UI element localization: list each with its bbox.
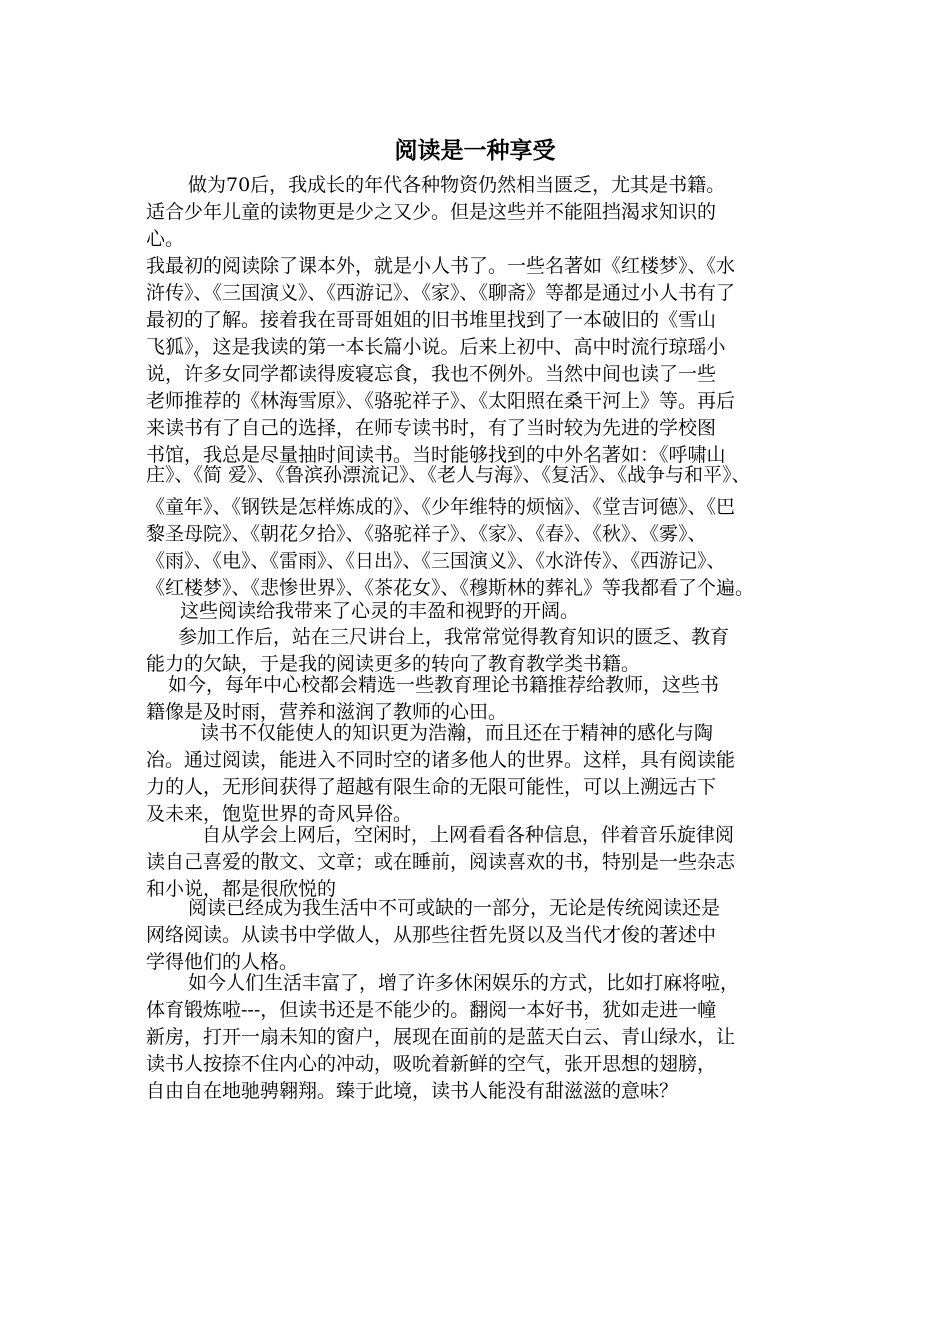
paragraph	[146, 494, 826, 602]
paragraph-line: 网络阅读。从读书中学做人，从那些往哲先贤以及当代才俊的著述中	[146, 924, 717, 946]
paragraph	[146, 822, 826, 903]
paragraph-line: 阅读已经成为我生活中不可或缺的一部分，无论是传统阅读还是	[188, 897, 721, 919]
paragraph-line: 学得他们的人格。	[146, 951, 299, 973]
paragraph-line: 读书人按捺不住内心的冲动，吸吮着新鲜的空气，张开思想的翅膀，	[146, 1053, 717, 1075]
paragraph-line: 如今人们生活丰富了，增了许多休闲娱乐的方式，比如打麻将啦，	[188, 972, 740, 994]
paragraph-line: 读书不仅能使人的知识更为浩瀚，而且还在于精神的感化与陶	[200, 722, 714, 744]
paragraph	[146, 895, 826, 976]
paragraph-line: 心。	[146, 228, 185, 250]
paragraph-line: 书馆，我总是尽量抽时间读书。当时能够找到的中外名著如：《呼啸山	[146, 444, 726, 466]
paragraph-line: 说，许多女同学都读得废寝忘食，我也不例外。当然中间也读了一些	[146, 363, 717, 385]
paragraph-line: 自由自在地驰骋翱翔。臻于此境，读书人能没有甜滋滋的意味？	[146, 1080, 679, 1102]
document-title: 阅读是一种享受	[394, 138, 556, 164]
paragraph-line: 和小说，都是很欣悦的	[146, 878, 337, 900]
paragraph	[146, 720, 826, 828]
paragraph-line: 适合少年儿童的读物更是少之又少。但是这些并不能阻挡渴求知识的	[146, 201, 717, 223]
paragraph-line: 老师推荐的《林海雪原》、《骆驼祥子》、《太阳照在桑干河上》等。再后	[146, 390, 736, 412]
paragraph	[146, 624, 826, 678]
paragraph-line: 自从学会上网后，空闲时，上网看看各种信息，伴着音乐旋律阅	[202, 824, 735, 846]
paragraph-line: 浒传》、《三国演义》、《西游记》、《家》、《聊斋》等都是通过小人书有了	[146, 282, 736, 304]
paragraph-line: 《童年》、《钢铁是怎样炼成的》、《少年维特的烦恼》、《堂吉诃德》、《巴	[146, 496, 736, 518]
paragraph-line: 庄》、《简 爱》、《鲁滨孙漂流记》、《老人与海》、《复活》、《战争与和平》、	[146, 464, 751, 486]
paragraph-line: 飞狐》，这是我读的第一本长篇小说。后来上初中、高中时流行琼瑶小	[146, 336, 726, 358]
paragraph	[146, 253, 826, 469]
paragraph-line: 最初的了解。接着我在哥哥姐姐的旧书堆里找到了一本破旧的《雪山	[146, 309, 717, 331]
paragraph-line: 如今，每年中心校都会精选一些教育理论书籍推荐给教师，这些书	[168, 674, 720, 696]
paragraph	[146, 462, 826, 489]
paragraph-line: 新房，打开一扇未知的窗户，展现在面前的是蓝天白云、青山绿水，让	[146, 1026, 736, 1048]
paragraph-line: 读自己喜爱的散文、文章；或在睡前，阅读喜欢的书，特别是一些杂志	[146, 851, 736, 873]
paragraph-line: 《雨》、《电》、《雷雨》、《日出》、《三国演义》、《水浒传》、《西游记》、	[146, 550, 726, 572]
paragraph-line: 《红楼梦》、《悲惨世界》、《茶花女》、《穆斯林的葬礼》等我都看了个遍。	[146, 577, 755, 599]
paragraph	[146, 172, 826, 253]
paragraph-line: 这些阅读给我带来了心灵的丰盈和视野的开阔。	[180, 600, 580, 622]
paragraph	[146, 970, 826, 1105]
paragraph-line: 冶。通过阅读，能进入不同时空的诸多他人的世界。这样，具有阅读能	[146, 749, 736, 771]
paragraph-line: 黎圣母院》、《朝花夕拾》、《骆驼祥子》、《家》、《春》、《秋》、《雾》、	[146, 523, 707, 545]
paragraph-line: 能力的欠缺，于是我的阅读更多的转向了教育教学类书籍。	[146, 653, 641, 675]
paragraph-line: 参加工作后，站在三尺讲台上，我常常觉得教育知识的匮乏、教育	[178, 626, 730, 648]
paragraph	[146, 672, 826, 726]
paragraph-line: 力的人，无形间获得了超越有限生命的无限可能性，可以上溯远古下	[146, 776, 717, 798]
paragraph	[146, 598, 826, 625]
paragraph-line: 我最初的阅读除了课本外，就是小人书了。一些名著如《红楼梦》、《水	[146, 255, 736, 277]
paragraph-line: 做为70后，我成长的年代各种物资仍然相当匮乏，尤其是书籍。	[188, 174, 726, 196]
paragraph-line: 及未来，饱览世界的奇风异俗。	[146, 803, 413, 825]
paragraph-line: 体育锻炼啦---，但读书还是不能少的。翻阅一本好书，犹如走进一幢	[146, 999, 717, 1021]
paragraph-line: 籍像是及时雨，营养和滋润了教师的心田。	[146, 701, 508, 723]
paragraph-line: 来读书有了自己的选择，在师专读书时，有了当时较为先进的学校图	[146, 417, 717, 439]
